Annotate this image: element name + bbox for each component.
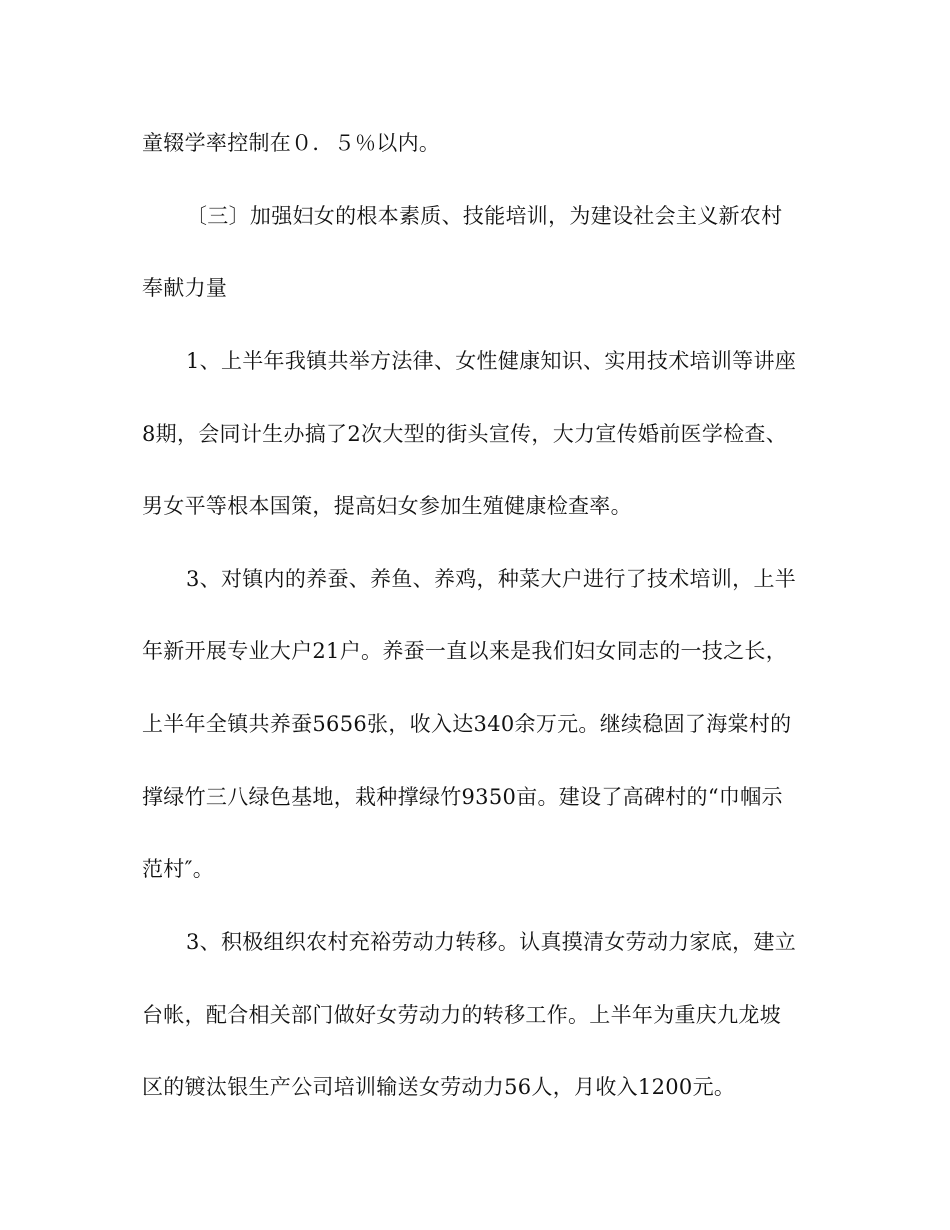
- text-line: 童辍学率控制在０．５％以内。: [142, 131, 441, 155]
- paragraph-2-line: 上半年全镇共养蚕5656张，收入达340余万元。继续稳固了海棠村的: [142, 712, 792, 736]
- paragraph-1-line: 8期，会同计生办搞了2次大型的街头宣传，大力宣传婚前医学检查、: [142, 422, 788, 446]
- paragraph-2-line: 撑绿竹三八绿色基地，栽种撑绿竹9350亩。建设了高碑村的“巾帼示: [142, 785, 783, 809]
- paragraph-1-line: 1、上半年我镇共举方法律、女性健康知识、实用技术培训等讲座: [186, 349, 797, 373]
- paragraph-2-line: 3、对镇内的养蚕、养鱼、养鸡，种菜大户进行了技术培训，上半: [186, 567, 797, 591]
- paragraph-2-line: 范村″。: [142, 857, 215, 881]
- paragraph-3-line: 3、积极组织农村充裕劳动力转移。认真摸清女劳动力家底，建立: [186, 930, 797, 954]
- section-heading: 〔三〕加强妇女的根本素质、技能培训，为建设社会主义新农村: [186, 204, 783, 228]
- paragraph-3-line: 区的镀汰银生产公司培训输送女劳动力56人，月收入1200元。: [142, 1075, 736, 1099]
- paragraph-3-line: 台帐，配合相关部门做好女劳动力的转移工作。上半年为重庆九龙坡: [142, 1003, 781, 1027]
- section-heading-continued: 奉献力量: [142, 276, 228, 300]
- paragraph-1-line: 男女平等根本国策，提高妇女参加生殖健康检查率。: [142, 494, 632, 518]
- paragraph-2-line: 年新开展专业大户21户。养蚕一直以来是我们妇女同志的一技之长，: [142, 639, 788, 663]
